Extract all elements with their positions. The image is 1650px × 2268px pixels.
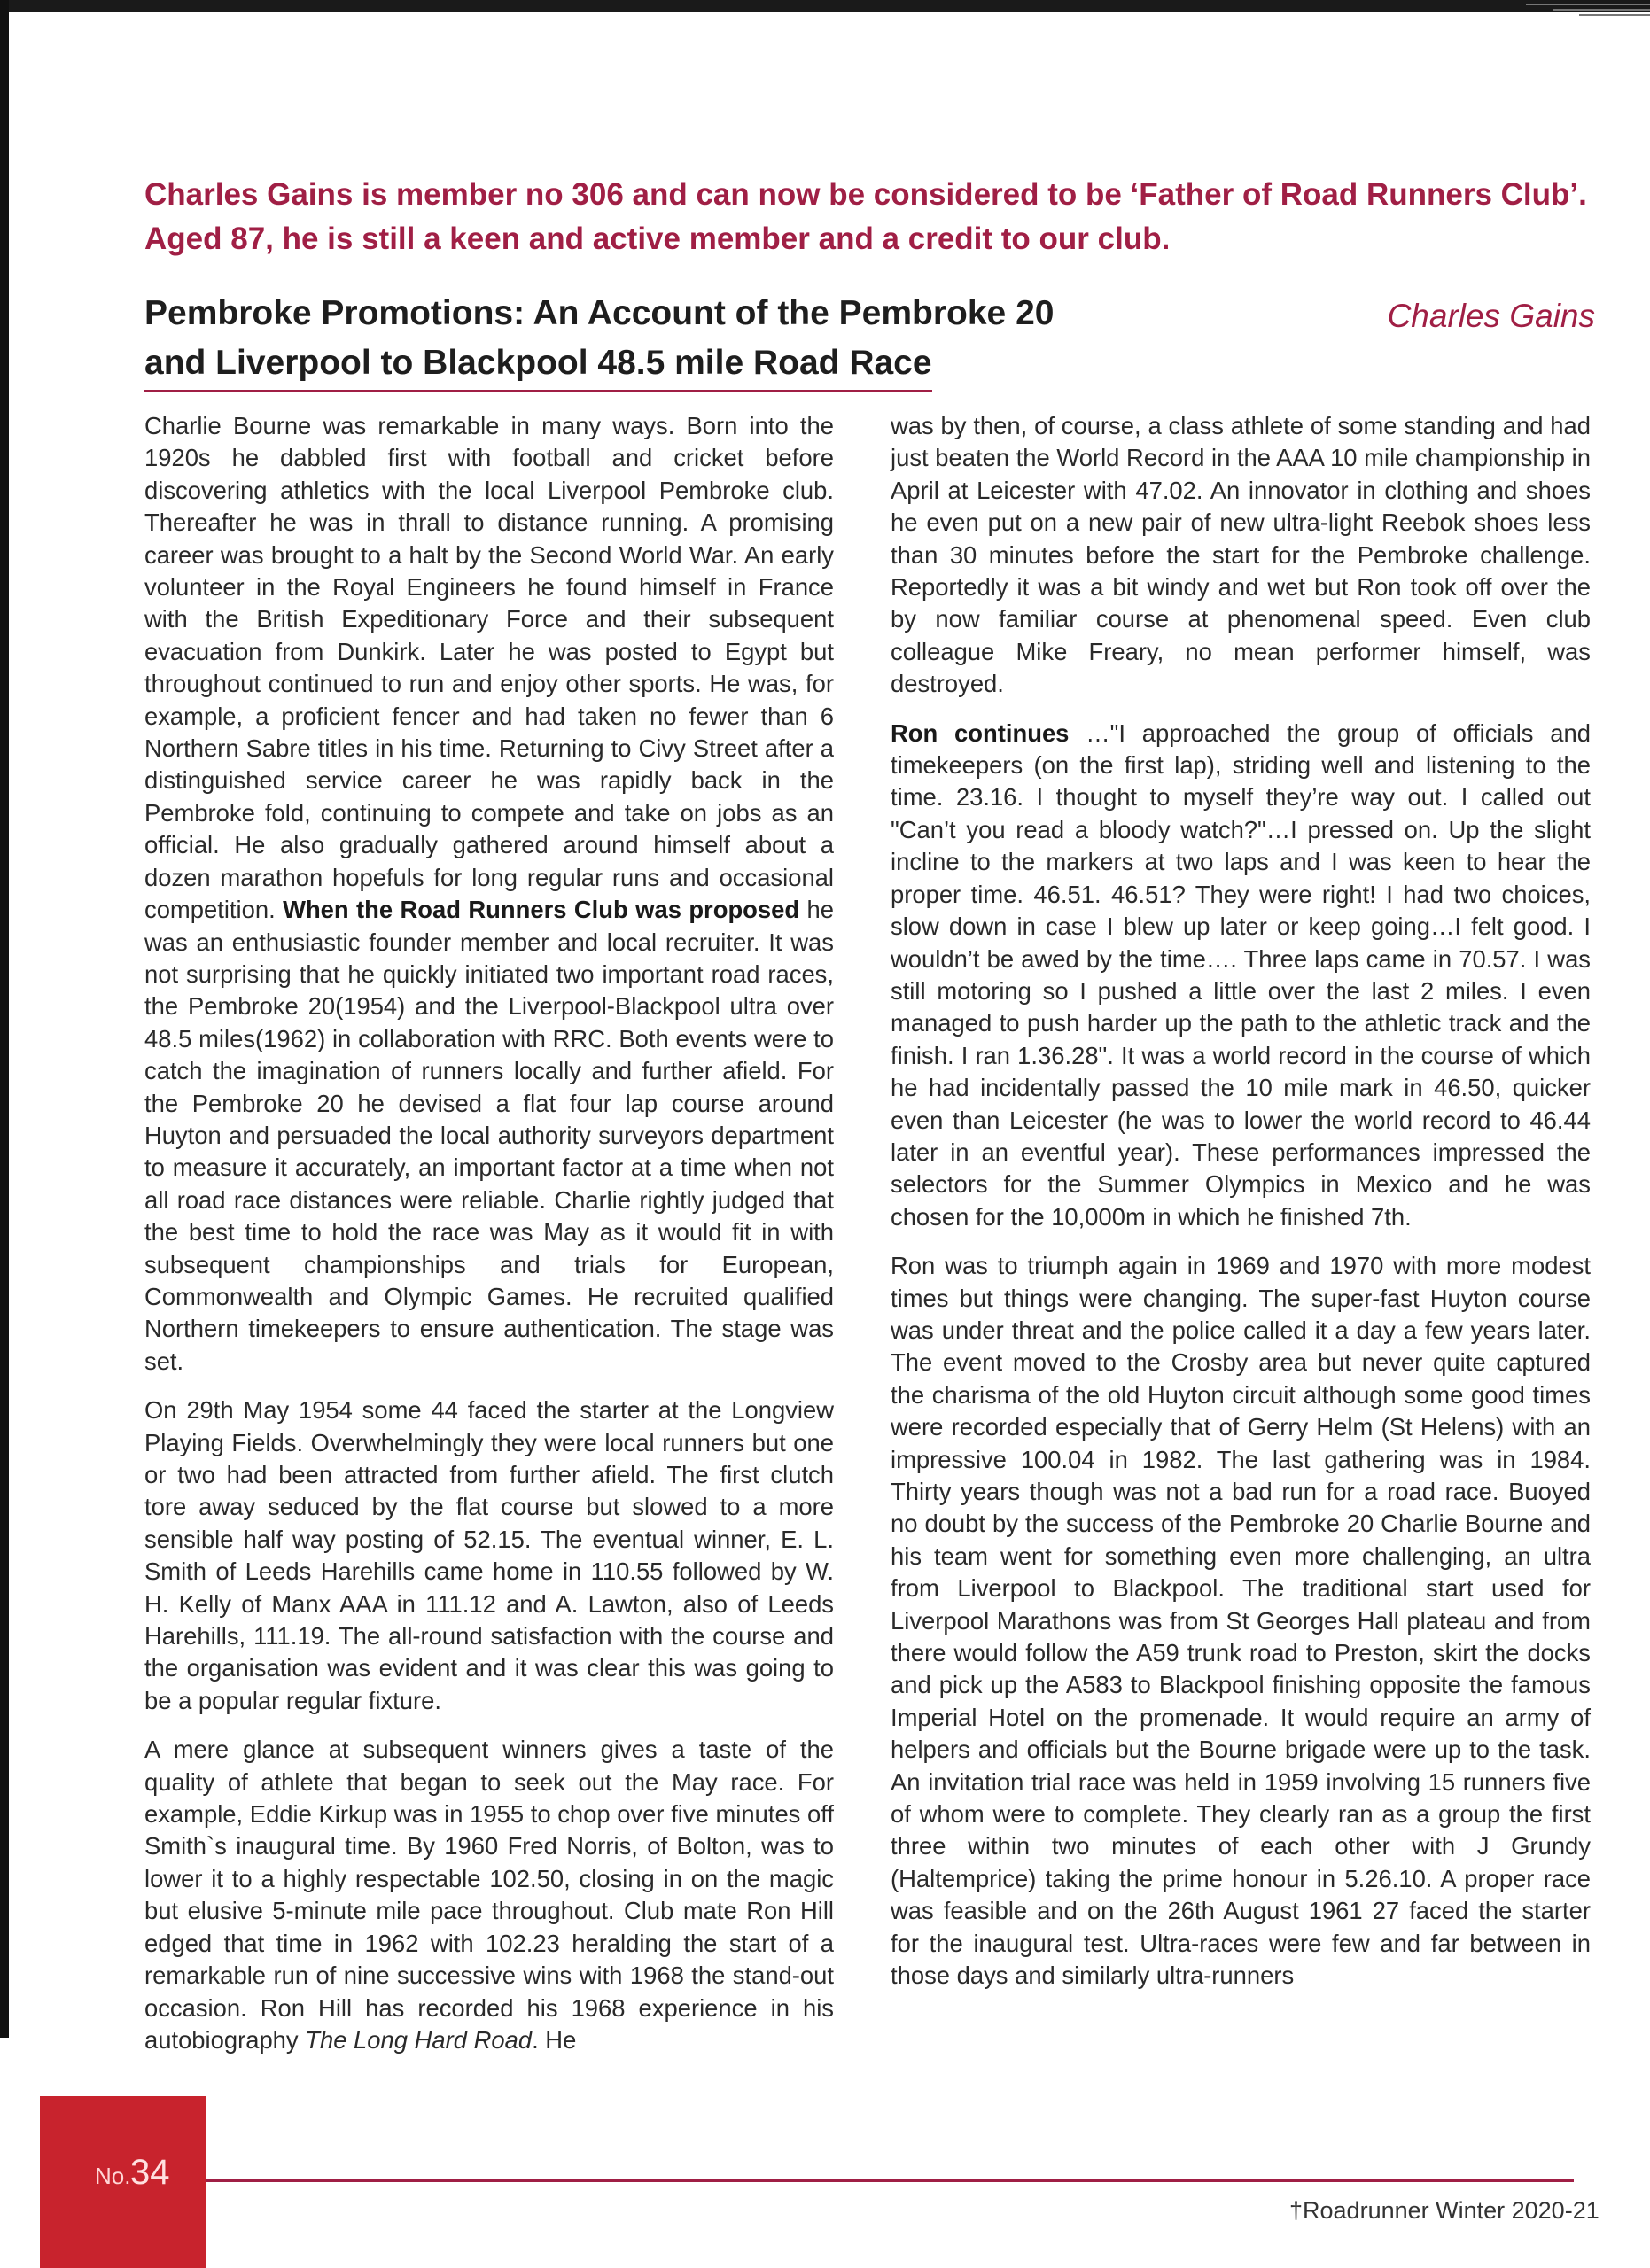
right-column bbox=[891, 410, 1591, 2009]
page-number-tab bbox=[40, 2096, 206, 2268]
right-p2-text: …"I approached the group of officials and timekeepers (on the first lap), striding well and listening to the time. 23.16. I thought to myself they’re way out. I called out "Can’t you read a bloody watch?"…I pressed on. Up the slight incline to the markers at two laps and I was keen to hear the proper time. 46.51. 46.51? They were right! I had two choices, slow down in case I blew up later or keep going…I felt good. I wouldn’t be awed by the time…. Three laps came in 70.57. I was still motoring so I pushed a little over the last 2 miles. I even managed to push harder up the path to the athletic track and the finish. I ran 1.36.28". It was a world record in the course of which he had incidentally passed the 10 mile mark in 46.50, quicker even than Leicester (he was to lower the world record to 46.44 later in an eventful year). These performances impressed the selectors for the Summer Olympics in Mexico and he was chosen for the 10,000m in which he finished 7th. bbox=[891, 718, 1591, 1231]
intro-line-2: Aged 87, he is still a keen and active member and a credit to our club. bbox=[144, 221, 1171, 256]
left-column bbox=[144, 410, 834, 2073]
footer-mark: † bbox=[1289, 2197, 1304, 2224]
article-title-line-1: Pembroke Promotions: An Account of the Pembroke 20 bbox=[144, 294, 1055, 332]
scan-corner-lines bbox=[1517, 0, 1650, 18]
left-p1-text-b: he was an enthusiastic founder member and local recruiter. It was not surprising that he quickly initiated two important road races, the Pembroke 20(1954) and the Liverpool-Blackpool ultra over 48.5 miles(1962) in collaboration with RRC. Both events were to catch the imagination of runners locally and further afield. For the Pembroke 20 he devised a flat four lap course around Huyton and persuaded the local authority surveyors department to measure it accurately, an important factor at a time when not all road race distances were reliable. Charlie rightly judged that the best time to hold the race was May as it would fit in with subsequent championships and trials for European, Commonwealth and Olympic Games. He recruited qualified Northern timekeepers to ensure authentication. The stage was set. bbox=[144, 896, 834, 1375]
article-author: Charles Gains bbox=[1387, 298, 1595, 334]
left-paragraph-1 bbox=[144, 410, 834, 1378]
left-paragraph-2: On 29th May 1954 some 44 faced the starter at the Longview Playing Fields. Overwhelmingly they were local runners but one or two had been attracted from further afield. The first clutch tore away seduced by the flat course but slowed to a more sensible half way posting of 52.15. The eventual winner, E. L. Smith of Leeds Harehills came home in 110.55 followed by W. H. Kelly of Manx AAA in 111.12 and A. Lawton, also of Leeds Harehills, 111.19. The all-round satisfaction with the course and the organisation was evident and it was clear this was going to be a popular regular fixture. bbox=[144, 1396, 834, 1714]
page-number: 34 bbox=[130, 2153, 170, 2192]
right-paragraph-2 bbox=[891, 718, 1591, 1234]
left-paragraph-3 bbox=[144, 1734, 834, 2056]
page-number-label: No. bbox=[95, 2163, 131, 2189]
left-p1-text-a: Charlie Bourne was remarkable in many ways. Born into the 1920s he dabbled first with football and cricket before discovering athletics with the local Liverpool Pembroke club. Thereafter he was in thrall to distance running. A promising career was brought to a halt by the Second World War. An early volunteer in the Royal Engineers he found himself in France with the British Expeditionary Force and their subsequent evacuation from Dunkirk. Later he was posted to Egypt but throughout continued to run and enjoy other sports. He was, for example, a proficient fencer and had taken no fewer than 6 Northern Sabre titles in his time. Returning to Civy Street after a distinguished service career he was rapidly back in the Pembroke fold, continuing to compete and take on jobs as an official. He also gradually gathered around himself about a dozen marathon hopefuls for long regular runs and occasional competition. bbox=[144, 412, 834, 924]
right-p2-bold: Ron continues bbox=[891, 718, 1070, 747]
publication-footer bbox=[1289, 2197, 1599, 2225]
article-title bbox=[144, 289, 1054, 392]
book-title: The Long Hard Road bbox=[305, 2025, 533, 2054]
scan-edge-left bbox=[0, 0, 9, 2038]
right-paragraph-3: Ron was to triumph again in 1969 and 1970 with more modest times but things were changing. The super-fast Huyton course was under threat and the police called it a day a few years later. The event moved to the Crosby area but never quite captured the charisma of the old Huyton circuit although some good times were recorded especially that of Gerry Helm (St Helens) with an impressive 100.04 in 1982. The last gathering was in 1984. Thirty years though was not a bad run for a road race. Buoyed no doubt by the success of the Pembroke 20 Charlie Bourne and his team went for something even more challenging, an ultra from Liverpool to Blackpool. The traditional start used for Liverpool Marathons was from St Georges Hall plateau and from there would follow the A59 trunk road to Preston, skirt the docks and pick up the A583 to Blackpool finishing opposite the famous Imperial Hotel on the promenade. It would require an army of helpers and officials but the Bourne brigade were up to the task. An invitation trial race was held in 1959 involving 15 runners five of whom were to complete. They clearly ran as a group the first three within two minutes of each other with J Grundy (Haltemprice) taking the prime honour in 5.26.10. A proper race was feasible and on the 26th August 1961 27 faced the starter for the inaugural test. Ultra-races were few and far between in those days and similarly ultra-runners bbox=[891, 1252, 1591, 1990]
footer-rule bbox=[206, 2179, 1574, 2182]
left-p1-bold: When the Road Runners Club was proposed bbox=[283, 896, 800, 924]
left-p3-text-b: . He bbox=[532, 2025, 577, 2054]
left-p3-text-a: A mere glance at subsequent winners gives a taste of the quality of athlete that began to seek out the May race. For example, Eddie Kirkup was in 1955 to chop over five minutes off Smith`s inaugural time. By 1960 Fred Norris, of Bolton, was to lower it to a highly respectable 102.50, closing in on the magic but elusive 5-minute mile pace throughout. Club mate Ron Hill edged that time in 1962 with 102.23 heralding the start of a remarkable run of nine successive wins with 1968 the stand-out occasion. Ron Hill has recorded his 1968 experience in his autobiography bbox=[144, 1736, 834, 2054]
article-title-line-2: and Liverpool to Blackpool 48.5 mile Road Race bbox=[144, 338, 932, 392]
intro-line-1: Charles Gains is member no 306 and can now be considered to be ‘Father of Road Runners Club’. bbox=[144, 177, 1587, 212]
publication-name: Roadrunner Winter 2020-21 bbox=[1303, 2197, 1599, 2224]
intro-callout bbox=[144, 173, 1598, 261]
scan-edge-top bbox=[0, 0, 1650, 12]
right-paragraph-1: was by then, of course, a class athlete of some standing and had just beaten the World Record in the AAA 10 mile championship in April at Leicester with 47.02. An innovator in clothing and shoes he even put on a new pair of new ultra-light Reebok shoes less than 30 minutes before the start for the Pembroke challenge. Reportedly it was a bit windy and wet but Ron took off over the by now familiar course at phenomenal speed. Even club colleague Mike Freary, no mean performer himself, was destroyed. bbox=[891, 412, 1591, 698]
